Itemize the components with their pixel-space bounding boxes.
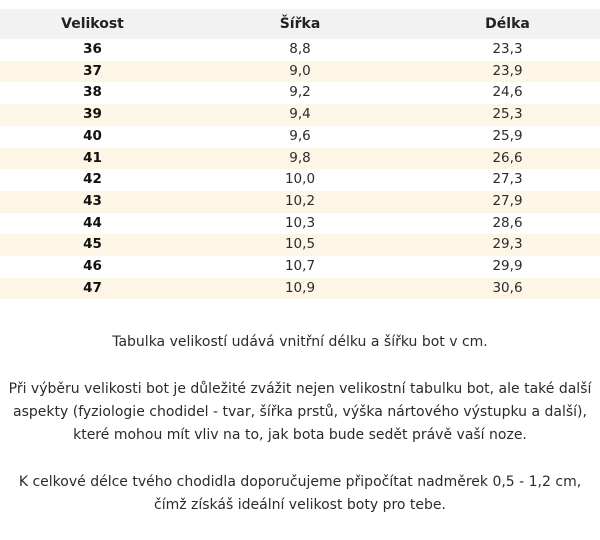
cell-width: 8,8 [289, 41, 311, 57]
cell-size: 43 [0, 191, 185, 213]
table-row [0, 39, 600, 61]
cell-length: 28,6 [492, 214, 523, 231]
size-table-body [0, 39, 600, 299]
note-allowance: K celkové délce tvého chodidla doporučujeme připočítat nadměrek 0,5 - 1,2 cm, čímž získáš ideální velikost boty pro tebe. [18, 474, 582, 513]
cell-size: 39 [0, 104, 185, 126]
size-notes [0, 331, 600, 517]
cell-length: 29,9 [492, 258, 523, 275]
table-row [0, 278, 600, 300]
cell-width: 9,2 [289, 84, 311, 101]
cell-width: 9,0 [185, 61, 415, 83]
cell-width: 9,8 [185, 148, 415, 170]
cell-width: 10,3 [284, 214, 316, 231]
cell-width: 10,7 [284, 258, 316, 275]
cell-length: 23,9 [415, 61, 600, 83]
table-row [0, 104, 600, 126]
table-row [0, 82, 600, 104]
cell-length: 27,9 [415, 191, 600, 213]
cell-size: 41 [0, 148, 185, 170]
cell-width: 10,5 [185, 234, 415, 256]
cell-width: 10,9 [185, 278, 415, 300]
cell-width: 9,4 [185, 104, 415, 126]
cell-size: 40 [83, 127, 102, 144]
table-row [0, 126, 600, 148]
table-row [0, 169, 600, 191]
cell-width: 10,2 [185, 191, 415, 213]
cell-length: 26,6 [415, 148, 600, 170]
note-units: Tabulka velikostí udává vnitřní délku a šířku bot v cm. [112, 334, 488, 350]
header-row [0, 9, 600, 39]
cell-width: 10,0 [284, 171, 316, 188]
header-length: Délka [415, 9, 600, 39]
cell-length: 23,3 [492, 41, 523, 57]
cell-size: 44 [83, 214, 102, 231]
cell-size: 45 [0, 234, 185, 256]
table-row [0, 256, 600, 278]
cell-length: 30,6 [415, 278, 600, 300]
cell-length: 25,3 [415, 104, 600, 126]
header-width: Šířka [185, 9, 415, 39]
cell-width: 9,6 [289, 127, 311, 144]
cell-size: 42 [83, 171, 102, 188]
table-row [0, 191, 600, 213]
cell-size: 38 [83, 84, 102, 101]
note-fit-advice: Při výběru velikosti bot je důležité zvážit nejen velikostní tabulku bot, ale také další aspekty (fyziologie chodidel - tvar, šířka prstů, výška nártového výstupku a další), které mohou mít vliv na to, jak bota bude sedět právě vaší noze. [8, 381, 592, 443]
cell-length: 25,9 [492, 127, 523, 144]
cell-size: 47 [0, 278, 185, 300]
header-size: Velikost [0, 9, 185, 39]
table-row [0, 213, 600, 235]
table-row [0, 148, 600, 170]
table-row [0, 234, 600, 256]
cell-size: 36 [83, 41, 102, 57]
size-table-header [0, 9, 600, 39]
cell-length: 27,3 [492, 171, 523, 188]
cell-size: 46 [83, 258, 102, 275]
cell-size: 37 [0, 61, 185, 83]
table-row [0, 61, 600, 83]
cell-length: 24,6 [492, 84, 523, 101]
size-table [0, 9, 600, 299]
cell-length: 29,3 [415, 234, 600, 256]
